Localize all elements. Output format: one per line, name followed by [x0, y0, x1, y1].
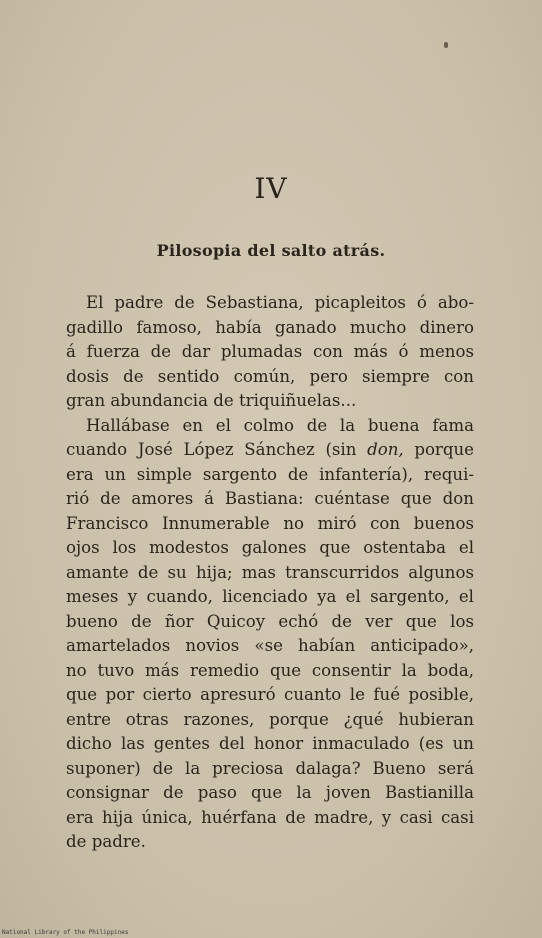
text-line-segment: ojos los modestos galones que ostentaba el — [66, 538, 474, 557]
text-line — [66, 683, 474, 708]
text-line-segment: amartelados novios «se habían anticipado», — [66, 636, 474, 655]
text-line-segment: cuando José López Sánchez (sin — [66, 440, 368, 459]
text-line-segment: dosis de sentido común, pero siempre con — [66, 366, 474, 386]
text-line — [66, 781, 474, 806]
text-line — [66, 585, 474, 610]
text-line-segment: suponer) de la preciosa dalaga? Bueno será — [66, 758, 474, 778]
text-line-segment: meses y cuando, licenciado ya el sargento, el — [66, 587, 474, 606]
text-line-segment: no tuvo más remedio que consentir la boda, — [66, 660, 474, 680]
text-line — [66, 389, 474, 414]
text-line — [66, 438, 474, 463]
text-line-segment: gran abundancia de triquiñuelas... — [66, 391, 357, 410]
text-line-segment: entre otras razones, porque ¿qué hubieran — [66, 709, 474, 729]
text-line-segment: gadillo famoso, había ganado mucho dinero — [66, 317, 474, 337]
text-line — [66, 830, 474, 855]
text-line-segment: Francisco Innumerable no miró con buenos — [66, 513, 474, 533]
text-line — [66, 291, 474, 316]
text-line-segment: era un simple sargento de infantería), requi- — [66, 464, 474, 484]
text-line-segment: porque — [403, 440, 474, 459]
text-line — [66, 806, 474, 831]
text-line-segment: El padre de Sebastiana, picapleitos ó abo- — [86, 293, 474, 312]
chapter-title: Pilosopia del salto atrás. — [156, 241, 386, 260]
italic-word: don, — [367, 440, 404, 459]
footer-credit: National Library of the Philippines — [2, 929, 129, 936]
text-line-segment: Hallábase en el colmo de la buena fama — [86, 415, 474, 435]
text-line — [66, 610, 474, 635]
chapter-number: IV — [254, 172, 288, 205]
text-line-segment: bueno de ñor Quicoy echó de ver que los — [66, 611, 474, 631]
text-line-segment: de padre. — [66, 832, 146, 851]
text-line-segment: rió de amores á Bastiana: cuéntase que don — [66, 489, 474, 508]
text-line-segment: que por cierto apresuró cuanto le fué posible, — [66, 685, 474, 704]
text-line-segment: amante de su hija; mas transcurridos algunos — [66, 562, 474, 582]
text-line — [66, 536, 474, 561]
text-line — [66, 732, 474, 757]
text-line-segment: era hija única, huérfana de madre, y casi casi — [66, 807, 474, 827]
text-line — [66, 708, 474, 733]
text-line — [66, 414, 474, 439]
text-line — [66, 634, 474, 659]
text-line — [66, 340, 474, 365]
text-line — [66, 512, 474, 537]
text-line-segment: consignar de paso que la joven Bastianilla — [66, 783, 474, 802]
text-line-segment: á fuerza de dar plumadas con más ó menos — [66, 342, 474, 361]
text-line — [66, 487, 474, 512]
text-line — [66, 463, 474, 488]
text-line-segment: dicho las gentes del honor inmaculado (es un — [66, 734, 474, 753]
body-text — [66, 291, 474, 855]
text-line — [66, 365, 474, 390]
text-line — [66, 316, 474, 341]
text-line — [66, 757, 474, 782]
text-line — [66, 659, 474, 684]
ink-speck — [444, 42, 448, 48]
text-line — [66, 561, 474, 586]
